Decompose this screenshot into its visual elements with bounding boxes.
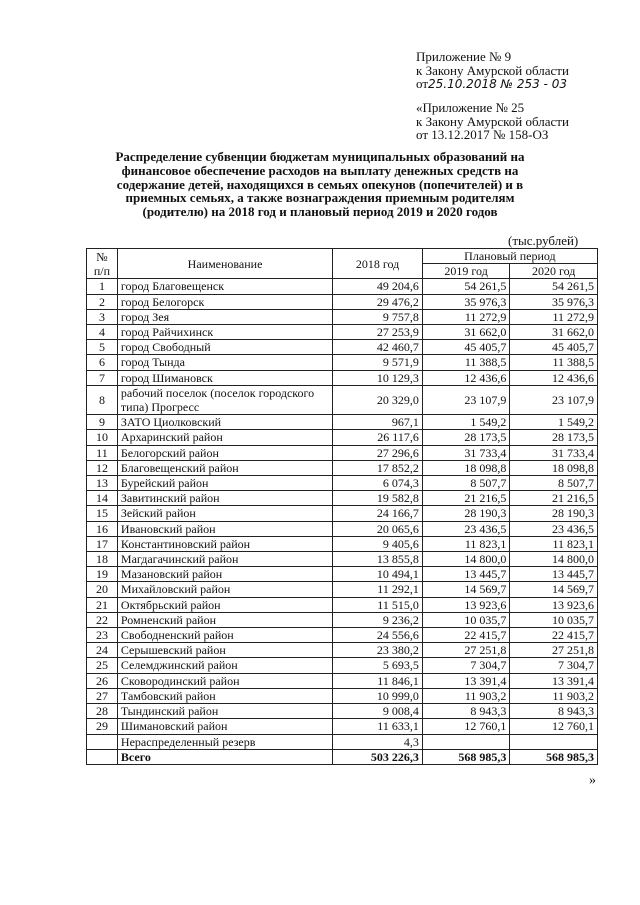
- header-2018: 2018 год: [333, 249, 423, 279]
- value-2019: 54 261,5: [422, 279, 510, 294]
- value-2018: 49 204,6: [333, 279, 423, 294]
- table-row: [87, 688, 598, 703]
- row-number: 13: [87, 476, 118, 491]
- subvention-table: [86, 248, 598, 765]
- row-name: Ивановский район: [117, 521, 332, 536]
- row-number: 19: [87, 567, 118, 582]
- table-row: [87, 612, 598, 627]
- row-name: Благовещенский район: [117, 460, 332, 475]
- value-2018: 23 380,2: [333, 643, 423, 658]
- row-number: 7: [87, 370, 118, 385]
- value-2018: 26 117,6: [333, 430, 423, 445]
- value-2018: 27 253,9: [333, 325, 423, 340]
- value-2020: 18 098,8: [510, 460, 598, 475]
- header-2020: 2020 год: [510, 264, 598, 279]
- value-2020: 31 733,4: [510, 445, 598, 460]
- document-title: Распределение субвенции бюджетам муниципальных образований на финансовое обеспечение расходов на выплату денежных средств на содержание детей, находящихся в семьях опекунов (попечителей) и в приемных семьях, а также вознаграждения приемным родителям (родителю) на 2018 год и плановый период 2019 и 2020 годов: [115, 149, 525, 220]
- value-2018: 10 129,3: [333, 370, 423, 385]
- table-header-row: [87, 249, 598, 264]
- handwritten-date-number: 25.10.2018 № 253 - 03: [428, 77, 567, 91]
- value-2019: 11 272,9: [422, 309, 510, 324]
- value-2020: 11 903,2: [510, 688, 598, 703]
- row-name: Серышевский район: [117, 643, 332, 658]
- value-2020: 11 823,1: [510, 536, 598, 551]
- annex-25-date: от 13.12.2017 № 158-ОЗ: [416, 127, 549, 142]
- row-number: 11: [87, 445, 118, 460]
- table-row: [87, 370, 598, 385]
- row-number: 20: [87, 582, 118, 597]
- row-name: Тамбовский район: [117, 688, 332, 703]
- value-2018: 5 693,5: [333, 658, 423, 673]
- row-number: 23: [87, 628, 118, 643]
- row-name: ЗАТО Циолковский: [117, 415, 332, 430]
- value-2020: 28 173,5: [510, 430, 598, 445]
- table-row: [87, 552, 598, 567]
- row-name: город Шимановск: [117, 370, 332, 385]
- row-number: 12: [87, 460, 118, 475]
- row-number: 26: [87, 673, 118, 688]
- row-name: Шимановский район: [117, 719, 332, 734]
- value-2020: 54 261,5: [510, 279, 598, 294]
- value-2019: 12 760,1: [422, 719, 510, 734]
- value-2020: 11 388,5: [510, 355, 598, 370]
- value-2019: 31 733,4: [422, 445, 510, 460]
- row-name: Магдагачинский район: [117, 552, 332, 567]
- value-2019: 14 800,0: [422, 552, 510, 567]
- value-2018: 20 329,0: [333, 385, 423, 414]
- header-planned: Плановый период: [422, 249, 597, 264]
- value-2019: 7 304,7: [422, 658, 510, 673]
- table-row: [87, 430, 598, 445]
- row-number: 8: [87, 385, 118, 414]
- annex-25-block: [416, 101, 569, 142]
- table-row: [87, 628, 598, 643]
- total-2018: 503 226,3: [333, 749, 423, 764]
- table-body: [87, 279, 598, 765]
- row-number: 3: [87, 309, 118, 324]
- row-number: [87, 734, 118, 749]
- value-2019: 8 507,7: [422, 476, 510, 491]
- value-2020: 8 507,7: [510, 476, 598, 491]
- table-row: [87, 340, 598, 355]
- row-number: 10: [87, 430, 118, 445]
- row-name: Ромненский район: [117, 612, 332, 627]
- value-2019: 13 445,7: [422, 567, 510, 582]
- value-2018: 9 008,4: [333, 704, 423, 719]
- row-number: 27: [87, 688, 118, 703]
- row-number: 22: [87, 612, 118, 627]
- value-2019: 31 662,0: [422, 325, 510, 340]
- value-2019: 11 388,5: [422, 355, 510, 370]
- row-name: Зейский район: [117, 506, 332, 521]
- value-2018: 6 074,3: [333, 476, 423, 491]
- value-2018: 17 852,2: [333, 460, 423, 475]
- row-number: 21: [87, 597, 118, 612]
- value-2018: 10 999,0: [333, 688, 423, 703]
- value-2018: 29 476,2: [333, 294, 423, 309]
- value-2019: 11 823,1: [422, 536, 510, 551]
- row-number: 28: [87, 704, 118, 719]
- table-row: [87, 704, 598, 719]
- value-2019: 27 251,8: [422, 643, 510, 658]
- value-2020: [510, 734, 598, 749]
- row-name: город Тында: [117, 355, 332, 370]
- header-name: Наименование: [117, 249, 332, 279]
- row-number: 25: [87, 658, 118, 673]
- value-2019: 21 216,5: [422, 491, 510, 506]
- value-2018: 42 460,7: [333, 340, 423, 355]
- table-row: [87, 597, 598, 612]
- total-2019: 568 985,3: [422, 749, 510, 764]
- value-2019: 22 415,7: [422, 628, 510, 643]
- value-2019: 13 923,6: [422, 597, 510, 612]
- value-2020: 8 943,3: [510, 704, 598, 719]
- value-2018: 11 633,1: [333, 719, 423, 734]
- value-2020: 7 304,7: [510, 658, 598, 673]
- table-row: [87, 658, 598, 673]
- table-row: [87, 445, 598, 460]
- value-2019: 1 549,2: [422, 415, 510, 430]
- table-row: [87, 567, 598, 582]
- value-2019: 28 173,5: [422, 430, 510, 445]
- row-name: Нераспределенный резерв: [117, 734, 332, 749]
- row-number: 1: [87, 279, 118, 294]
- value-2020: 31 662,0: [510, 325, 598, 340]
- total-2020: 568 985,3: [510, 749, 598, 764]
- row-name: Константиновский район: [117, 536, 332, 551]
- value-2018: 9 757,8: [333, 309, 423, 324]
- table-row: [87, 279, 598, 294]
- value-2020: 21 216,5: [510, 491, 598, 506]
- value-2018: 11 515,0: [333, 597, 423, 612]
- table-row: [87, 673, 598, 688]
- header-2019: 2019 год: [422, 264, 510, 279]
- annex-25-law: к Закону Амурской области: [416, 113, 569, 129]
- value-2020: 22 415,7: [510, 628, 598, 643]
- value-2019: 18 098,8: [422, 460, 510, 475]
- value-2018: 24 166,7: [333, 506, 423, 521]
- value-2020: 27 251,8: [510, 643, 598, 658]
- value-2020: 28 190,3: [510, 506, 598, 521]
- annex-9-block: [416, 50, 569, 92]
- value-2020: 11 272,9: [510, 309, 598, 324]
- table-row: [87, 536, 598, 551]
- row-name: город Свободный: [117, 340, 332, 355]
- table-row: [87, 734, 598, 749]
- value-2019: 23 436,5: [422, 521, 510, 536]
- total-label: Всего: [117, 749, 332, 764]
- table-row: [87, 325, 598, 340]
- table-total-row: [87, 749, 598, 764]
- row-name: рабочий поселок (поселок городского типа) Прогресс: [117, 385, 332, 414]
- value-2018: 9 571,9: [333, 355, 423, 370]
- row-number: 9: [87, 415, 118, 430]
- table-row: [87, 582, 598, 597]
- value-2018: 10 494,1: [333, 567, 423, 582]
- value-2020: 13 445,7: [510, 567, 598, 582]
- value-2019: 11 903,2: [422, 688, 510, 703]
- value-2019: 45 405,7: [422, 340, 510, 355]
- value-2020: 14 800,0: [510, 552, 598, 567]
- row-number: 2: [87, 294, 118, 309]
- row-name: Михайловский район: [117, 582, 332, 597]
- value-2020: 23 107,9: [510, 385, 598, 414]
- row-name: город Благовещенск: [117, 279, 332, 294]
- row-number: 15: [87, 506, 118, 521]
- row-name: город Райчихинск: [117, 325, 332, 340]
- value-2019: 10 035,7: [422, 612, 510, 627]
- table-row: [87, 476, 598, 491]
- row-number: 4: [87, 325, 118, 340]
- table-row: [87, 415, 598, 430]
- value-2019: 28 190,3: [422, 506, 510, 521]
- row-number: 29: [87, 719, 118, 734]
- table-row: [87, 294, 598, 309]
- row-name: Завитинский район: [117, 491, 332, 506]
- value-2018: 19 582,8: [333, 491, 423, 506]
- row-number: 5: [87, 340, 118, 355]
- header-num: № п/п: [87, 249, 118, 279]
- value-2019: [422, 734, 510, 749]
- value-2020: 14 569,7: [510, 582, 598, 597]
- value-2020: 13 923,6: [510, 597, 598, 612]
- table-row: [87, 521, 598, 536]
- row-name: Свободненский район: [117, 628, 332, 643]
- row-number: 16: [87, 521, 118, 536]
- table-row: [87, 309, 598, 324]
- row-number: 24: [87, 643, 118, 658]
- value-2020: 1 549,2: [510, 415, 598, 430]
- row-name: Бурейский район: [117, 476, 332, 491]
- value-2019: 35 976,3: [422, 294, 510, 309]
- units-label: (тыс.рублей): [508, 233, 579, 248]
- table-row: [87, 643, 598, 658]
- table-row: [87, 719, 598, 734]
- row-number: 14: [87, 491, 118, 506]
- annex-9-date: [416, 77, 569, 92]
- value-2019: 23 107,9: [422, 385, 510, 414]
- value-2019: 13 391,4: [422, 673, 510, 688]
- annex-9-title: Приложение № 9: [416, 49, 512, 64]
- total-num-cell: [87, 749, 118, 764]
- value-2018: 4,3: [333, 734, 423, 749]
- value-2020: 12 760,1: [510, 719, 598, 734]
- value-2018: 967,1: [333, 415, 423, 430]
- value-2020: 10 035,7: [510, 612, 598, 627]
- annex-9-law: к Закону Амурской области: [416, 62, 569, 78]
- table-row: [87, 506, 598, 521]
- value-2018: 24 556,6: [333, 628, 423, 643]
- table-row: [87, 491, 598, 506]
- value-2018: 11 292,1: [333, 582, 423, 597]
- table-row: [87, 355, 598, 370]
- row-name: Селемджинский район: [117, 658, 332, 673]
- value-2019: 14 569,7: [422, 582, 510, 597]
- row-number: 17: [87, 536, 118, 551]
- table-row: [87, 385, 598, 414]
- row-name: город Зея: [117, 309, 332, 324]
- row-number: 6: [87, 355, 118, 370]
- row-number: 18: [87, 552, 118, 567]
- value-2018: 27 296,6: [333, 445, 423, 460]
- value-2018: 20 065,6: [333, 521, 423, 536]
- row-name: Октябрьский район: [117, 597, 332, 612]
- closing-quote: »: [589, 773, 596, 788]
- value-2020: 23 436,5: [510, 521, 598, 536]
- value-2019: 8 943,3: [422, 704, 510, 719]
- row-name: город Белогорск: [117, 294, 332, 309]
- row-name: Архаринский район: [117, 430, 332, 445]
- value-2020: 35 976,3: [510, 294, 598, 309]
- row-name: Тындинский район: [117, 704, 332, 719]
- row-name: Сковородинский район: [117, 673, 332, 688]
- value-2018: 13 855,8: [333, 552, 423, 567]
- annex-25-title: «Приложение № 25: [416, 100, 525, 115]
- value-2020: 13 391,4: [510, 673, 598, 688]
- value-2018: 9 405,6: [333, 536, 423, 551]
- table-row: [87, 460, 598, 475]
- value-2020: 12 436,6: [510, 370, 598, 385]
- annex-9-date-prefix: от: [416, 76, 429, 91]
- value-2020: 45 405,7: [510, 340, 598, 355]
- value-2018: 9 236,2: [333, 612, 423, 627]
- row-name: Белогорский район: [117, 445, 332, 460]
- value-2018: 11 846,1: [333, 673, 423, 688]
- value-2019: 12 436,6: [422, 370, 510, 385]
- row-name: Мазановский район: [117, 567, 332, 582]
